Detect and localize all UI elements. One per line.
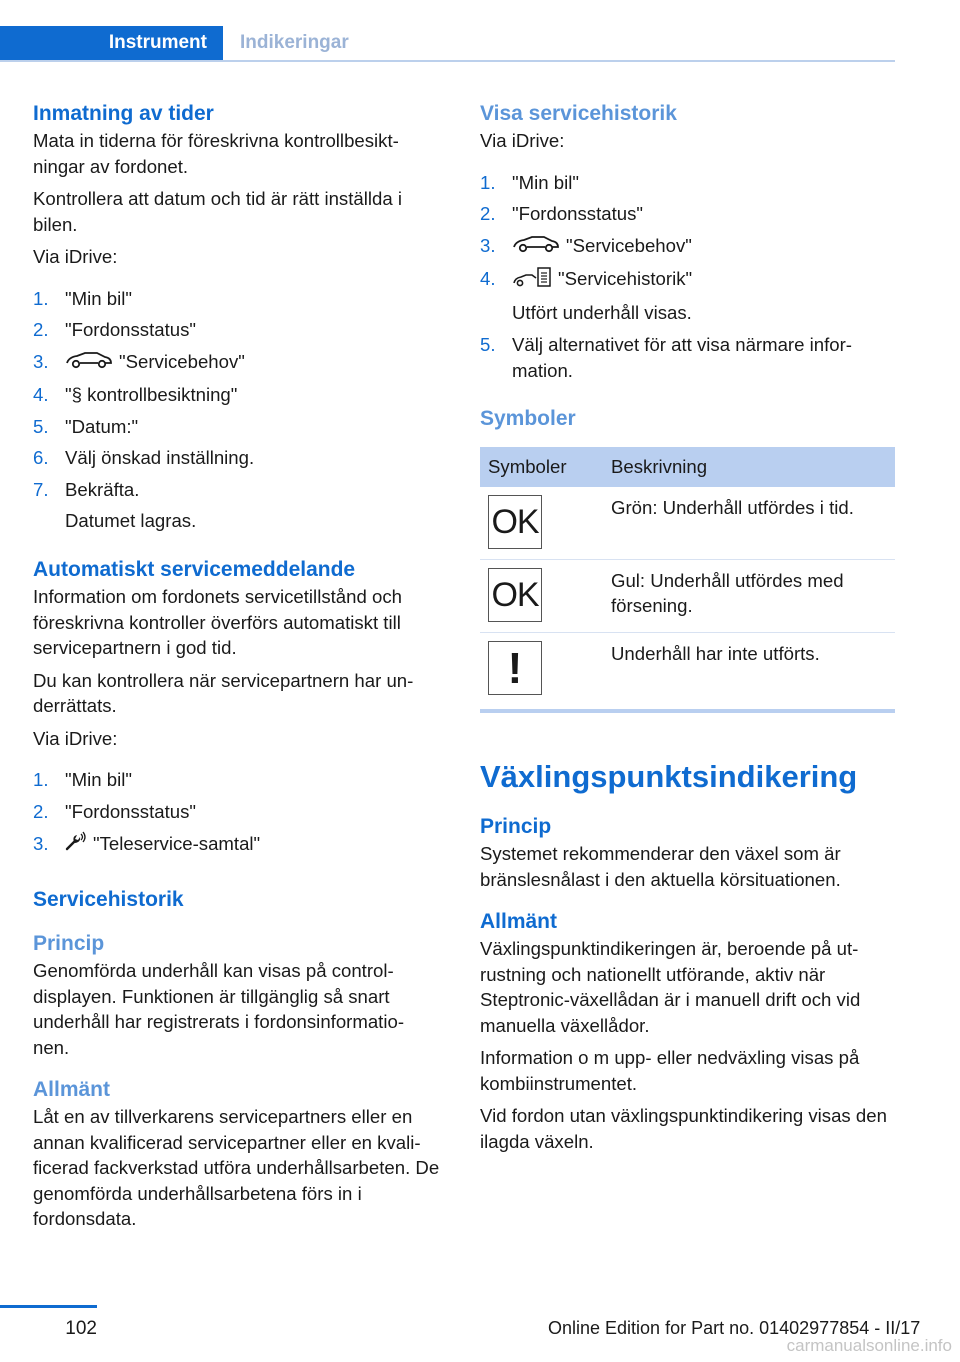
- paragraph: Du kan kontrollera när servicepartnern har un-derrättats.: [33, 669, 414, 717]
- list-item: 6. Välj önskad inställning.: [33, 447, 255, 469]
- header-rule: [0, 60, 895, 62]
- steps-list-visa: [480, 170, 895, 384]
- steps-list-automatiskt: [33, 767, 448, 858]
- via-idrive-label: Via iDrive:: [33, 246, 118, 267]
- wrench-phone-icon: [65, 831, 87, 858]
- paragraph: Information o m upp- eller nedväxling visas på kombiinstrumentet.: [480, 1047, 860, 1094]
- table-header-symboler: Symboler: [480, 447, 603, 487]
- via-idrive-label: Via iDrive:: [480, 130, 565, 151]
- watermark: carmanualsonline.info: [786, 1336, 952, 1355]
- subsection-title-princip: Princip: [480, 815, 552, 839]
- table-cell-description: Gul: Underhåll utfördes med försening.: [603, 560, 895, 633]
- exclamation-icon: !: [488, 641, 542, 695]
- list-item: 5. "Datum:": [33, 415, 139, 437]
- section-title-symboler: Symboler: [480, 407, 576, 431]
- ok-yellow-icon: OK: [488, 568, 542, 622]
- list-item: 3. "Servicebehov": [33, 349, 448, 376]
- section-title-inmatning: Inmatning av tider: [33, 102, 214, 125]
- list-item: 7. Bekräfta. Datumet lagras.: [33, 478, 197, 532]
- section-title-visa-servicehistorik: Visa servicehistorik: [480, 102, 677, 125]
- section-title-servicehistorik: Servicehistorik: [33, 888, 184, 912]
- paragraph: Mata in tiderna för föreskrivna kontrollbesikt-ningar av fordonet.: [33, 130, 399, 177]
- steps-list-inmatning: [33, 286, 448, 534]
- table-row: [480, 560, 895, 633]
- edition-note: Online Edition for Part no. 01402977854 - II/17: [548, 1318, 921, 1338]
- list-item: 1. "Min bil": [480, 171, 579, 193]
- ok-green-icon: OK: [488, 495, 542, 549]
- list-item: 2. "Fordonsstatus": [33, 319, 197, 341]
- car-service-icon: [65, 350, 113, 376]
- via-idrive-label: Via iDrive:: [33, 727, 118, 749]
- paragraph: Låt en av tillverkarens servicepartners eller en annan kvalificerad servicepartner eller en kvali-ficerad fackverkstad utföra underhållsarbeten. De genomförda underhållsarbetena förs in i fordonsdata.: [33, 1106, 440, 1230]
- table-cell-description: Grön: Underhåll utfördes i tid.: [603, 487, 895, 560]
- section-title-vaxlingspunkt: Växlingspunktsindikering: [480, 759, 858, 795]
- left-column: [33, 100, 448, 1232]
- list-item: 2. "Fordonsstatus": [480, 203, 644, 225]
- table-row: [480, 633, 895, 706]
- list-item: 5. Välj alternativet för att visa närmare infor-mation.: [480, 334, 852, 381]
- symbols-table: [480, 447, 895, 705]
- table-cell-description: Underhåll har inte utförts.: [611, 643, 820, 665]
- footer-rule: [0, 1305, 97, 1308]
- car-service-icon: [512, 234, 560, 260]
- paragraph: Kontrollera att datum och tid är rätt inställda i bilen.: [33, 188, 402, 235]
- subsection-title-allmant: Allmänt: [480, 910, 558, 934]
- subsection-title-princip: Princip: [33, 932, 105, 956]
- right-column: [480, 100, 895, 1154]
- paragraph: Växlingspunktindikeringen är, beroende på ut-rustning och nationellt utförande, aktiv när Steptronic-växellådan är i manuell drift och vid manuella växellådor.: [480, 938, 861, 1036]
- paragraph: Vid fordon utan växlingspunktindikering visas den ilagda växeln.: [480, 1105, 887, 1152]
- list-item: 3. "Teleservice-samtal": [33, 831, 448, 858]
- service-history-icon: [512, 266, 552, 295]
- list-item: 3. "Servicebehov": [480, 233, 895, 260]
- list-item: 1. "Min bil": [33, 287, 132, 309]
- section-title-automatiskt: Automatiskt servicemeddelande: [33, 558, 356, 582]
- subsection-title-allmant: Allmänt: [33, 1078, 111, 1102]
- list-item: 4. "Servicehistorik" Utfört underhåll visas.: [480, 267, 693, 324]
- paragraph: Genomförda underhåll kan visas på control-displayen. Funktionen är tillgänglig så snart underhåll har registrerats i fordonsinformatio-nen.: [33, 960, 405, 1058]
- tab-instrument[interactable]: Instrument: [0, 26, 223, 60]
- paragraph: Information om fordonets servicetillstånd och föreskrivna kontroller överförs automatiskt till servicepartnern i god tid.: [33, 586, 402, 659]
- table-header-beskrivning: Beskrivning: [603, 447, 895, 487]
- paragraph: Systemet rekommenderar den växel som är bränslesnålast i den aktuella körsituationen.: [480, 843, 841, 890]
- table-row: [480, 487, 895, 560]
- list-item: 2. "Fordonsstatus": [33, 800, 197, 822]
- tab-indikeringar[interactable]: Indikeringar: [240, 32, 349, 53]
- page-header: [0, 26, 895, 62]
- list-item: 1. "Min bil": [33, 769, 132, 791]
- page-number: 102: [65, 1318, 97, 1339]
- list-item: 4. "§ kontrollbesiktning": [33, 383, 238, 405]
